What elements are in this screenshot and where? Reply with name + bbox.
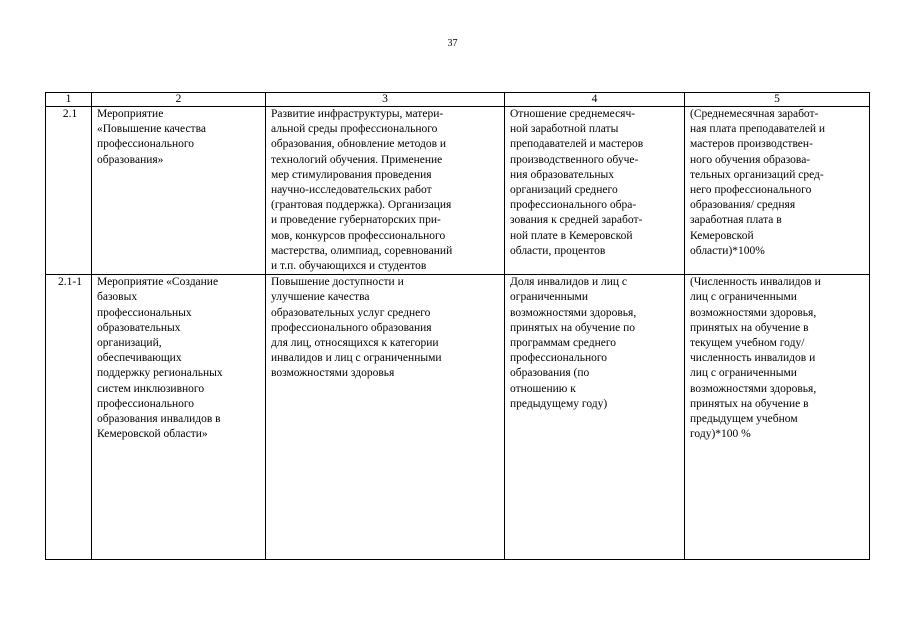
cell-line: Мероприятие «Создание xyxy=(97,276,219,289)
cell-line: (грантовая поддержка). Организация xyxy=(271,199,452,212)
column-header-4: 4 xyxy=(505,93,685,107)
cell-line: преподавателей и мастеров xyxy=(510,138,644,151)
cell-line: образования инвалидов в xyxy=(97,413,221,426)
cell-line: области, процентов xyxy=(510,244,606,257)
indicator-name-cell xyxy=(505,275,685,560)
cell-line: области)*100% xyxy=(690,244,765,257)
cell-line: принятых на обучение в xyxy=(690,397,809,410)
cell-line: ной плате в Кемеровской xyxy=(510,229,633,242)
cell-line: улучшение качества xyxy=(271,291,370,304)
table-header-row xyxy=(46,93,870,107)
cell-line: и т.п. обучающихся и студентов xyxy=(271,260,427,273)
cell-line: (Среднемесячная заработ- xyxy=(690,108,819,120)
cell-line: предыдущему году) xyxy=(510,397,608,410)
page-number: 37 xyxy=(447,38,458,49)
cell-line: зования к средней заработ- xyxy=(510,214,643,227)
cell-line: обеспечивающих xyxy=(97,352,182,365)
column-header-5: 5 xyxy=(685,93,870,107)
cell-line: базовых xyxy=(97,291,138,304)
cell-line: численность инвалидов и xyxy=(690,352,816,365)
indicator-formula-cell xyxy=(685,107,870,275)
cell-line: заработная плата в xyxy=(690,214,782,227)
cell-line: инвалидов и лиц с ограниченными xyxy=(271,352,442,365)
column-header-1: 1 xyxy=(46,93,92,107)
cell-line: мер стимулирования проведения xyxy=(271,168,432,181)
cell-line: мастерства, олимпиад, соревнований xyxy=(271,244,453,257)
cell-line: отношению к xyxy=(510,382,576,395)
event-name-cell xyxy=(92,275,266,560)
cell-line: ной заработной платы xyxy=(510,123,619,136)
cell-line: Мероприятие xyxy=(97,108,164,120)
cell-line: лиц с ограниченными xyxy=(690,367,797,380)
cell-line: Кемеровской xyxy=(690,229,754,242)
cell-line: принятых на обучение в xyxy=(690,321,809,334)
table-row xyxy=(46,107,870,275)
cell-line: образования» xyxy=(97,153,164,166)
cell-line: производственного обуче- xyxy=(510,153,639,166)
cell-line: научно-исследовательских работ xyxy=(271,184,432,197)
cell-line: лиц с ограниченными xyxy=(690,291,797,304)
cell-line: поддержку региональных xyxy=(97,367,223,380)
cell-line: образовательных услуг среднего xyxy=(271,306,431,319)
cell-line: мастеров производствен- xyxy=(690,138,813,151)
cell-line: организаций, xyxy=(97,337,162,350)
indicator-name-cell xyxy=(505,107,685,275)
indicator-formula-cell xyxy=(685,275,870,560)
cell-line: Повышение доступности и xyxy=(271,276,404,289)
row-number: 2.1 xyxy=(46,107,92,275)
cell-line: организаций среднего xyxy=(510,184,618,197)
cell-line: тельных организаций сред- xyxy=(690,168,824,181)
cell-line: текущем учебном году/ xyxy=(690,337,805,350)
table-row xyxy=(46,275,870,560)
cell-line: него профессионального xyxy=(690,184,812,197)
cell-line: систем инклюзивного xyxy=(97,382,205,395)
event-description-cell xyxy=(266,275,505,560)
cell-line: возможностями здоровья, xyxy=(690,382,817,395)
cell-line: профессиональных xyxy=(97,306,192,319)
cell-line: профессионального xyxy=(97,397,195,410)
cell-line: Отношение среднемесяч- xyxy=(510,108,636,120)
cell-line: профессионального xyxy=(97,138,195,151)
cell-line: предыдущем учебном xyxy=(690,413,798,426)
cell-line: ного обучения образова- xyxy=(690,153,811,166)
cell-line: образования (по xyxy=(510,367,590,380)
cell-line: принятых на обучение по xyxy=(510,321,636,334)
cell-line: программам среднего xyxy=(510,337,617,350)
cell-line: возможностями здоровья xyxy=(271,367,395,380)
cell-line: образования, обновление методов и xyxy=(271,138,447,151)
cell-line: Развитие инфраструктуры, матери- xyxy=(271,108,444,120)
cell-line: образовательных xyxy=(97,321,181,334)
cell-line: технологий обучения. Применение xyxy=(271,153,443,166)
cell-line: профессионального обра- xyxy=(510,199,637,212)
cell-line: мов, конкурсов профессионального xyxy=(271,229,446,242)
event-name-cell xyxy=(92,107,266,275)
cell-line: году)*100 % xyxy=(690,428,751,441)
cell-line: и проведение губернаторских при- xyxy=(271,214,441,227)
cell-line: альной среды профессионального xyxy=(271,123,438,136)
cell-line: ния образовательных xyxy=(510,168,614,181)
event-description-cell xyxy=(266,107,505,275)
cell-line: «Повышение качества xyxy=(97,123,206,136)
column-header-2: 2 xyxy=(92,93,266,107)
cell-line: возможностями здоровья, xyxy=(690,306,817,319)
cell-line: Кемеровской области» xyxy=(97,428,208,441)
cell-line: ная плата преподавателей и xyxy=(690,123,826,136)
cell-line: для лиц, относящихся к категории xyxy=(271,337,439,350)
cell-line: ограниченными xyxy=(510,291,588,304)
cell-line: профессионального xyxy=(510,352,608,365)
row-number: 2.1-1 xyxy=(46,275,92,560)
cell-line: профессионального образования xyxy=(271,321,432,334)
indicators-table xyxy=(45,92,870,560)
cell-line: возможностями здоровья, xyxy=(510,306,637,319)
column-header-3: 3 xyxy=(266,93,505,107)
cell-line: Доля инвалидов и лиц с xyxy=(510,276,627,289)
cell-line: (Численность инвалидов и xyxy=(690,276,821,289)
cell-line: образования/ средняя xyxy=(690,199,796,212)
